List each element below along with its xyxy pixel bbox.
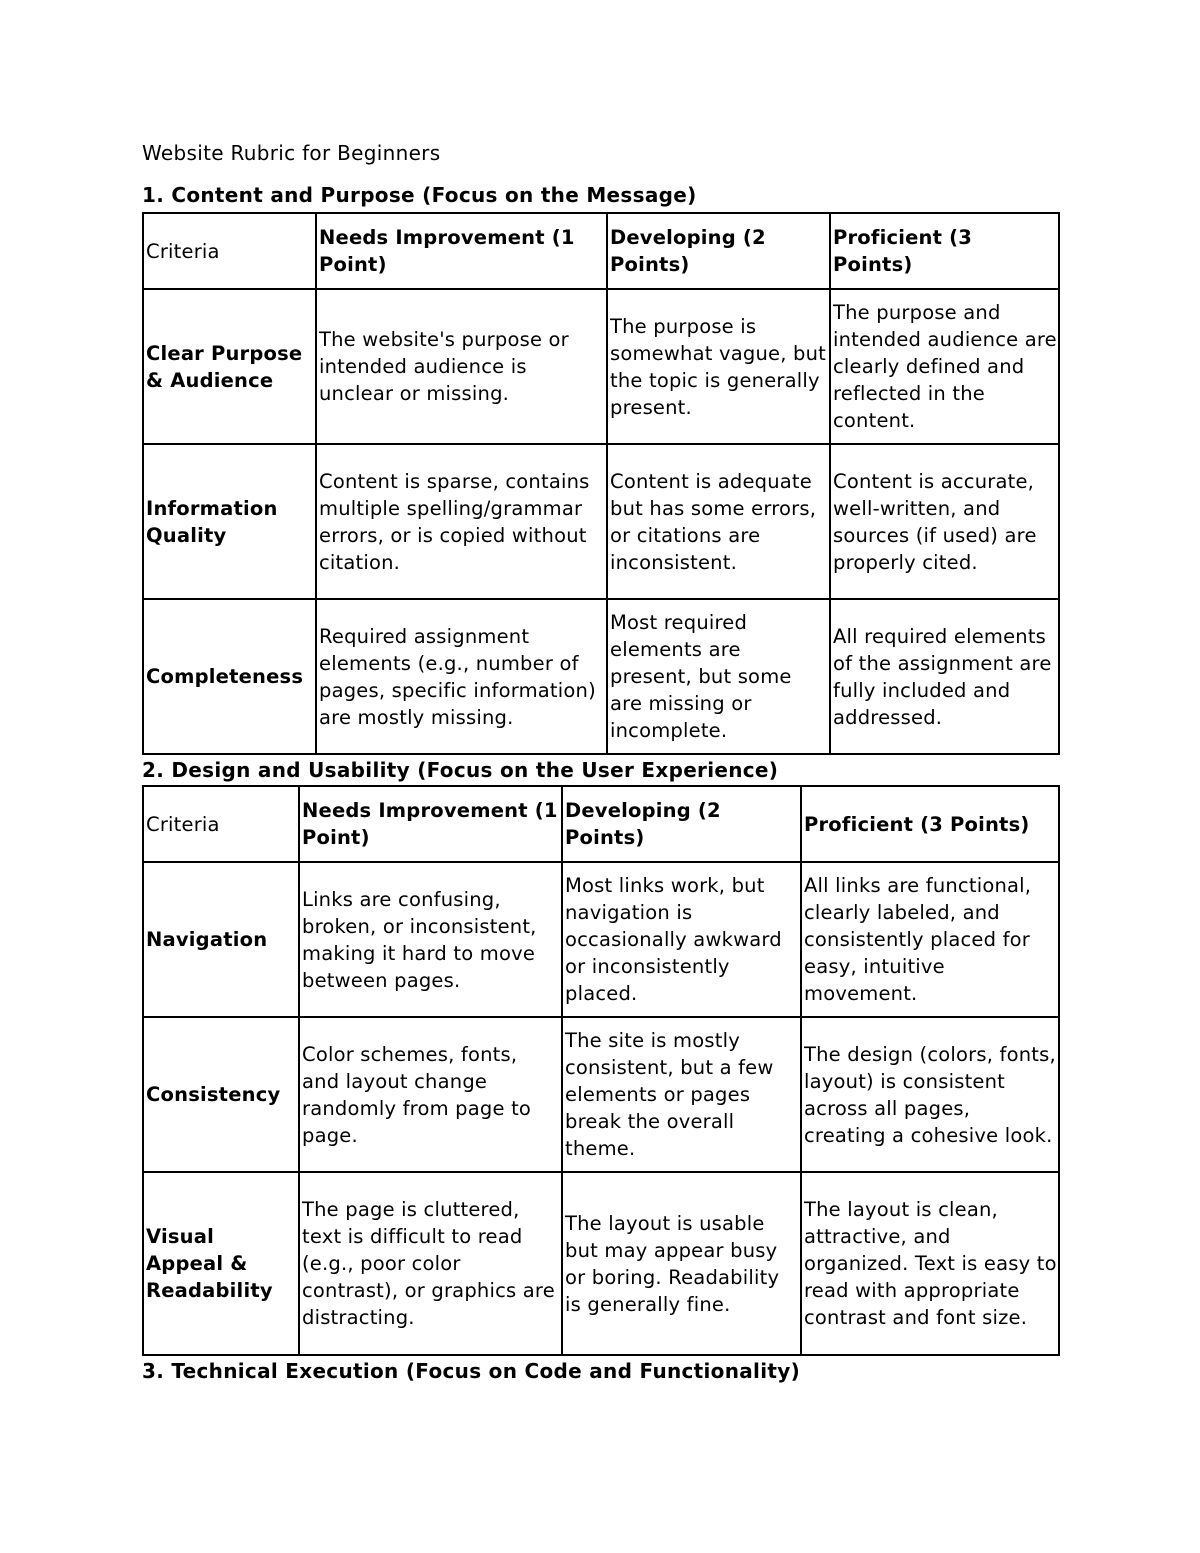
developing-cell: The site is mostly consistent, but a few elements or pages break the overall theme. <box>562 1017 801 1172</box>
section-3-heading: 3. Technical Execution (Focus on Code and Functionality) <box>142 1359 801 1383</box>
proficient-cell: The layout is clean, attractive, and organized. Text is easy to read with appropriate contrast and font size. <box>801 1172 1059 1355</box>
developing-cell: Most required elements are present, but some are missing or incomplete. <box>607 599 830 754</box>
needs-improvement-cell: The page is cluttered, text is difficult to read (e.g., poor color contrast), or graphics are distracting. <box>299 1172 562 1355</box>
column-header-developing: Developing (2 Points) <box>607 213 830 289</box>
column-header-proficient: Proficient (3 Points) <box>801 786 1059 862</box>
needs-improvement-cell: Color schemes, fonts, and layout change randomly from page to page. <box>299 1017 562 1172</box>
proficient-cell: The design (colors, fonts, layout) is consistent across all pages, creating a cohesive look. <box>801 1017 1059 1172</box>
needs-improvement-cell: Required assignment elements (e.g., number of pages, specific information) are mostly missing. <box>316 599 607 754</box>
developing-cell: The purpose is somewhat vague, but the topic is generally present. <box>607 289 830 444</box>
needs-improvement-cell: The website's purpose or intended audience is unclear or missing. <box>316 289 607 444</box>
proficient-cell: All links are functional, clearly labeled, and consistently placed for easy, intuitive movement. <box>801 862 1059 1017</box>
criteria-cell: Completeness <box>143 599 316 754</box>
section-1-heading: 1. Content and Purpose (Focus on the Message) <box>142 183 697 207</box>
table-row <box>143 1017 1059 1172</box>
document-title: Website Rubric for Beginners <box>142 141 441 165</box>
column-header-developing: Developing (2 Points) <box>562 786 801 862</box>
developing-cell: The layout is usable but may appear busy or boring. Readability is generally fine. <box>562 1172 801 1355</box>
criteria-cell: Navigation <box>143 862 299 1017</box>
column-header-criteria: Criteria <box>143 213 316 289</box>
criteria-cell: Information Quality <box>143 444 316 599</box>
table-row <box>143 862 1059 1017</box>
table-row <box>143 444 1059 599</box>
table-header-row <box>143 786 1059 862</box>
column-header-proficient: Proficient (3 Points) <box>830 213 1059 289</box>
column-header-criteria: Criteria <box>143 786 299 862</box>
developing-cell: Content is adequate but has some errors, or citations are inconsistent. <box>607 444 830 599</box>
section-2-heading: 2. Design and Usability (Focus on the User Experience) <box>142 758 779 782</box>
criteria-cell: Consistency <box>143 1017 299 1172</box>
criteria-cell: Clear Purpose & Audience <box>143 289 316 444</box>
table-header-row <box>143 213 1059 289</box>
proficient-cell: All required elements of the assignment are fully included and addressed. <box>830 599 1059 754</box>
proficient-cell: The purpose and intended audience are clearly defined and reflected in the content. <box>830 289 1059 444</box>
needs-improvement-cell: Links are confusing, broken, or inconsistent, making it hard to move between pages. <box>299 862 562 1017</box>
proficient-cell: Content is accurate, well-written, and sources (if used) are properly cited. <box>830 444 1059 599</box>
needs-improvement-cell: Content is sparse, contains multiple spelling/grammar errors, or is copied without citation. <box>316 444 607 599</box>
rubric-table-content-purpose <box>142 212 1060 755</box>
table-row <box>143 1172 1059 1355</box>
table-row <box>143 599 1059 754</box>
developing-cell: Most links work, but navigation is occasionally awkward or inconsistently placed. <box>562 862 801 1017</box>
rubric-table-design-usability <box>142 785 1060 1356</box>
column-header-needs-improvement: Needs Improvement (1 Point) <box>316 213 607 289</box>
column-header-needs-improvement: Needs Improvement (1 Point) <box>299 786 562 862</box>
document-body <box>142 138 1058 1386</box>
table-row <box>143 289 1059 444</box>
criteria-cell: Visual Appeal & Readability <box>143 1172 299 1355</box>
